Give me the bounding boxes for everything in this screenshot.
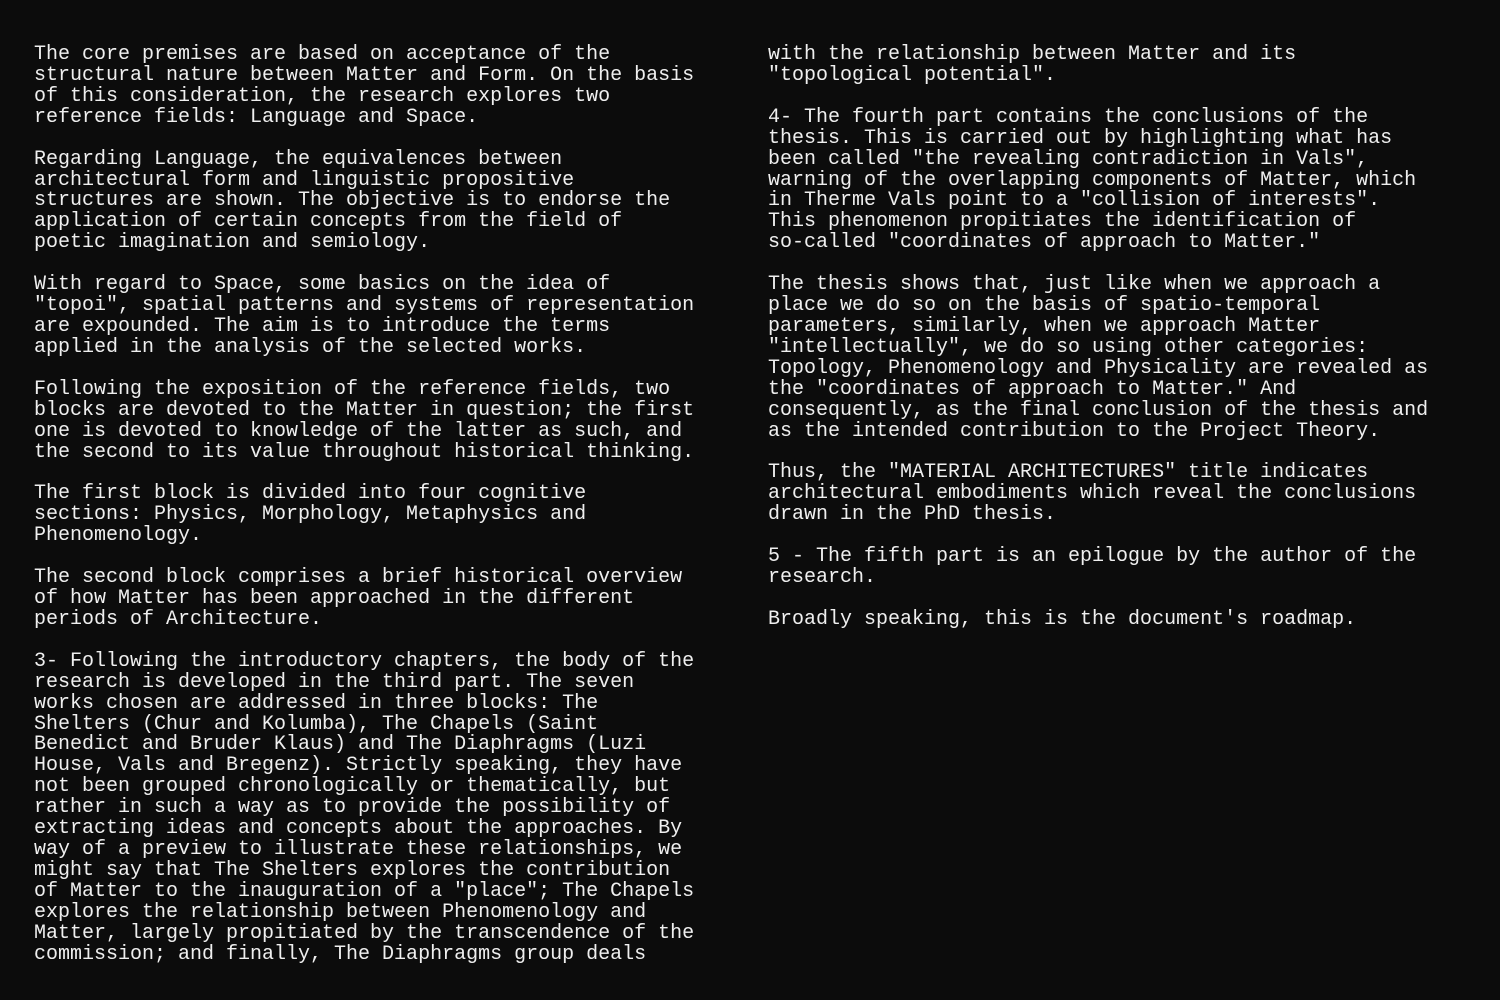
paragraph-third-part: 3- Following the introductory chapters, the body of the research is developed in the third part. The seven works chosen are addressed in three blocks: The Shelters (Chur and Kolumba), The Chapels (Saint Benedict and Bruder Klaus) and The Diaphragms (Luzi House, Vals and Bregenz). Strictly speaking, they have not been grouped chronologically or thematically, but rather in such a way as to provide the possibility of extracting ideas and concepts about the approaches. By way of a preview to illustrate these relationships, we might say that The Shelters explores the contribution of Matter to the inauguration of a "place"; The Chapels explores the relationship between Phenomenology and Matter, largely propitiated by the transcendence of the commission; and finally, The Diaphragms group deals	[34, 649, 695, 966]
paragraph-reference-fields: Following the exposition of the reference fields, two blocks are devoted to the Matter in question; the first one is devoted to knowledge of the latter as such, and the second to its value throughout historical thinking.	[34, 377, 695, 464]
paragraph-title-meaning: Thus, the "MATERIAL ARCHITECTURES" title indicates architectural embodiments which reveal the conclusions drawn in the PhD thesis.	[768, 461, 1417, 527]
paragraph-language: Regarding Language, the equivalences between architectural form and linguistic propositive structures are shown. The objective is to endorse the application of certain concepts from the field of poetic imagination and semiology.	[34, 147, 671, 255]
paragraph-fourth-part: 4- The fourth part contains the conclusions of the thesis. This is carried out by highlighting what has been called "the revealing contradiction in Vals", warning of the overlapping components of Matter, which in Therme Vals point to a "collision of interests". This phenomenon propitiates the identification of so-called "coordinates of approach to Matter."	[768, 105, 1417, 255]
paragraph-fifth-part: 5 - The fifth part is an epilogue by the author of the research.	[768, 545, 1417, 590]
paragraph-space: With regard to Space, some basics on the idea of "topoi", spatial patterns and systems of representation are expounded. The aim is to introduce the terms applied in the analysis of the selected works.	[34, 273, 695, 359]
right-column	[768, 45, 1483, 652]
paragraph-first-block: The first block is divided into four cognitive sections: Physics, Morphology, Metaphysics and Phenomenology.	[34, 482, 587, 548]
paragraph-coordinates: The thesis shows that, just like when we approach a place we do so on the basis of spatio-temporal parameters, similarly, when we approach Matter "intellectually", we do so using other categories: Topology, Phenomenology and Physicality are revealed as the "coordinates of approach to Matter." And consequently, as the final conclusion of the thesis and as the intended contribution to the Project Theory.	[768, 273, 1429, 443]
paragraph-core-premises: The core premises are based on acceptance of the structural nature between Matter and Form. On the basis of this consideration, the research explores two reference fields: Language and Space.	[34, 43, 695, 129]
paragraph-third-part-continued: with the relationship between Matter and its "topological potential".	[768, 43, 1297, 87]
paragraph-second-block: The second block comprises a brief historical overview of how Matter has been approached in the different periods of Architecture.	[34, 566, 683, 631]
paragraph-roadmap: Broadly speaking, this is the document's roadmap.	[768, 607, 1357, 631]
left-column	[34, 45, 734, 986]
